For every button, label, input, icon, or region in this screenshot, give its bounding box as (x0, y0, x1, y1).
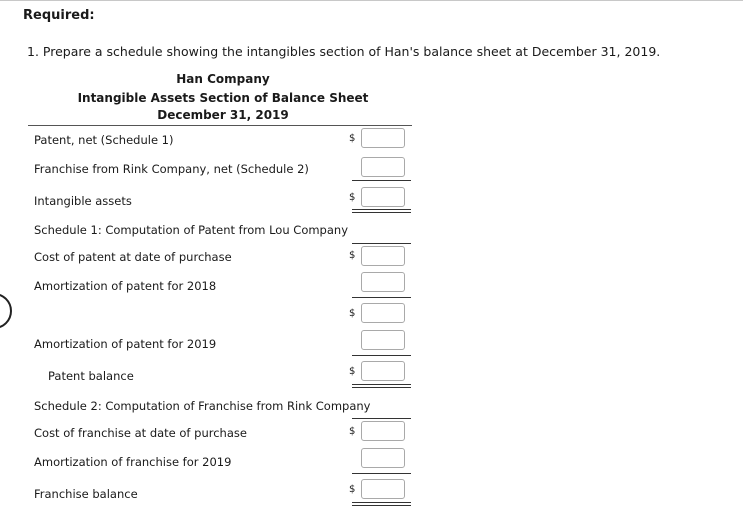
schedule-title: Intangible Assets Section of Balance Sheet (77, 91, 369, 105)
schedule-date: December 31, 2019 (157, 108, 289, 122)
total-double-line-top (352, 209, 411, 210)
amort-franchise-2019-input[interactable] (361, 448, 405, 468)
cost-patent-input[interactable] (361, 246, 405, 266)
section-line (352, 243, 411, 244)
patent-net-input[interactable] (361, 128, 405, 148)
subtotal-line (352, 180, 411, 181)
patent-balance-input[interactable] (361, 361, 405, 381)
row-label-intangible-assets: Intangible assets (34, 194, 132, 208)
schedule1-heading: Schedule 1: Computation of Patent from Lou Company (34, 223, 348, 237)
dollar-sign: $ (349, 250, 356, 261)
cost-franchise-input[interactable] (361, 421, 405, 441)
dollar-sign: $ (349, 308, 356, 319)
required-heading: Required: (23, 8, 95, 23)
subtotal-line (352, 297, 411, 298)
amort-patent-2019-input[interactable] (361, 330, 405, 350)
step-indicator-circle[interactable] (0, 293, 12, 329)
row-label-amort-patent-2018: Amortization of patent for 2018 (34, 279, 217, 293)
row-label-franchise-net: Franchise from Rink Company, net (Schedule 2) (34, 162, 309, 176)
row-label-patent-net: Patent, net (Schedule 1) (34, 133, 174, 147)
total-double-line-top (352, 384, 411, 385)
patent-subtotal-input[interactable] (361, 303, 405, 323)
dollar-sign: $ (349, 192, 356, 203)
row-label-franchise-balance: Franchise balance (34, 487, 138, 501)
dollar-sign: $ (349, 366, 356, 377)
section-line (352, 418, 411, 419)
subtotal-line (352, 355, 411, 356)
franchise-net-input[interactable] (361, 157, 405, 177)
franchise-balance-input[interactable] (361, 479, 405, 499)
total-double-line-bottom (352, 505, 411, 506)
schedule2-heading: Schedule 2: Computation of Franchise from Rink Company (34, 399, 371, 413)
row-label-amort-patent-2019: Amortization of patent for 2019 (34, 337, 217, 351)
dollar-sign: $ (349, 484, 356, 495)
total-double-line-bottom (352, 387, 411, 388)
amort-patent-2018-input[interactable] (361, 272, 405, 292)
row-label-amort-franchise-2019: Amortization of franchise for 2019 (34, 455, 232, 469)
total-double-line-bottom (352, 212, 411, 213)
header-rule (28, 125, 412, 126)
row-label-cost-patent: Cost of patent at date of purchase (34, 250, 232, 264)
company-name: Han Company (176, 72, 270, 86)
instruction-text: 1. Prepare a schedule showing the intangibles section of Han's balance sheet at December 31, 2019. (27, 44, 661, 59)
dollar-sign: $ (349, 133, 356, 144)
top-divider (0, 0, 743, 1)
row-label-cost-franchise: Cost of franchise at date of purchase (34, 426, 247, 440)
dollar-sign: $ (349, 426, 356, 437)
subtotal-line (352, 473, 411, 474)
intangible-assets-total-input[interactable] (361, 187, 405, 207)
row-label-patent-balance: Patent balance (48, 369, 134, 383)
total-double-line-top (352, 502, 411, 503)
